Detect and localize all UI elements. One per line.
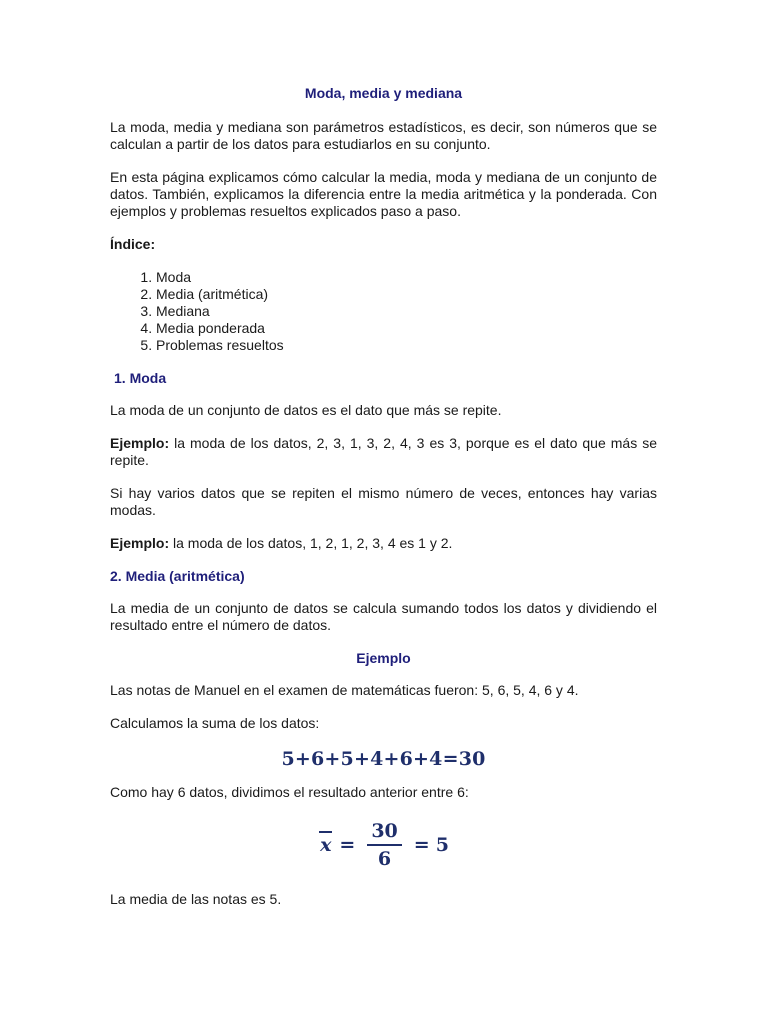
- fraction-numerator: 30: [367, 820, 401, 846]
- example-label: Ejemplo:: [110, 435, 170, 451]
- media-divide-intro: Como hay 6 datos, dividimos el resultado anterior entre 6:: [110, 784, 469, 800]
- example-label: Ejemplo:: [110, 535, 170, 551]
- example-text-tail: más se repite: [110, 435, 657, 468]
- index-item-mediana: 3. Mediana: [156, 303, 657, 320]
- example-heading: Ejemplo: [356, 650, 411, 666]
- page-title: Moda, media y mediana: [304, 85, 463, 101]
- moda-example-2: [110, 535, 657, 552]
- example-text-end: .: [145, 452, 149, 468]
- section-heading-moda: 1. Moda: [114, 370, 167, 386]
- index-item-media-ponderada: 4. Media ponderada: [156, 320, 657, 337]
- media-definition: La media de un conjunto de datos se calcula sumando todos los datos y dividiendo el resultado entre el número de datos.: [110, 600, 657, 633]
- media-conclusion: La media de las notas es 5.: [110, 891, 282, 907]
- example-text: la moda de los datos, 2, 3, 1, 3, 2, 4, 3 es 3, porque es el dato que: [169, 435, 611, 451]
- index-item-media: 2. Media (aritmética): [156, 286, 657, 303]
- document-content: [110, 85, 657, 924]
- mean-equation: [110, 817, 657, 873]
- sum-equation: 5+6+5+4+6+4=30: [281, 748, 486, 770]
- moda-example-1: [110, 435, 657, 469]
- index-list: [110, 269, 657, 354]
- fraction-denominator: 6: [377, 848, 392, 870]
- intro-paragraph-1: La moda, media y mediana son parámetros estadísticos, es decir, son números que se calculan a partir de los datos para estudiarlos en su conjunto.: [110, 119, 657, 152]
- section-heading-media: 2. Media (aritmética): [110, 568, 245, 584]
- mean-symbol: x: [320, 834, 332, 856]
- fraction: [367, 820, 401, 870]
- intro-paragraph-2: En esta página explicamos cómo calcular la media, moda y mediana de un conjunto de datos. También, explicamos la diferencia entre la media aritmética y la ponderada. Con ejemplos y problemas resueltos explicados paso a paso.: [110, 169, 657, 219]
- media-sum-intro: Calculamos la suma de los datos:: [110, 715, 320, 731]
- index-item-problemas: 5. Problemas resueltos: [156, 337, 657, 354]
- index-item-moda: 1. Moda: [156, 269, 657, 286]
- media-example-data: Las notas de Manuel en el examen de matemáticas fueron: 5, 6, 5, 4, 6 y 4.: [110, 682, 579, 698]
- index-heading: Índice:: [110, 236, 156, 252]
- moda-definition: La moda de un conjunto de datos es el dato que más se repite.: [110, 402, 502, 418]
- example-text: la moda de los datos, 1, 2, 1, 2, 3, 4 es 1 y 2.: [169, 535, 453, 551]
- equals-sign: =: [413, 834, 430, 856]
- equals-sign: =: [339, 834, 356, 856]
- mean-result: 5: [435, 834, 449, 856]
- moda-multiple-paragraph: Si hay varios datos que se repiten el mismo número de veces, entonces hay varias modas.: [110, 485, 657, 518]
